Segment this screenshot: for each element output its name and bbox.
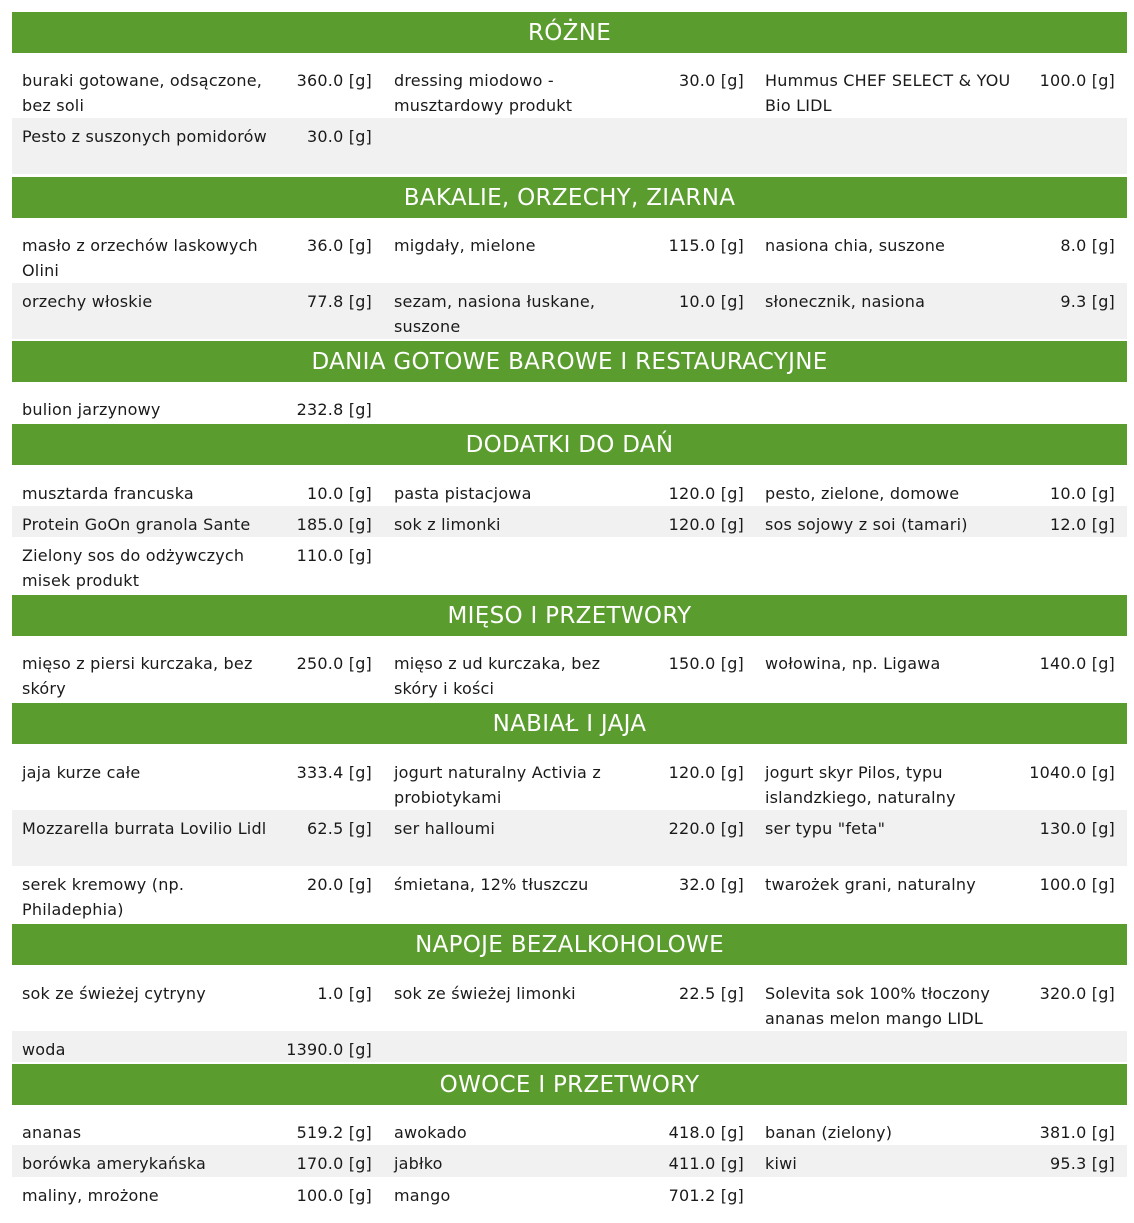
item-quantity: 130.0 [g] xyxy=(1039,819,1115,838)
item-name: ananas xyxy=(22,1123,82,1142)
item-name: buraki gotowane, odsączone, bez soli xyxy=(22,71,263,115)
item-name: musztarda francuska xyxy=(22,484,194,503)
item-name: masło z orzechów laskowych Olini xyxy=(22,236,258,280)
item-name: Mozzarella burrata Lovilio Lidl xyxy=(22,819,267,838)
item-quantity: 9.3 [g] xyxy=(1060,292,1115,311)
list-item xyxy=(755,227,1115,283)
table-row xyxy=(12,1177,1127,1210)
item-name: jabłko xyxy=(394,1154,443,1173)
table-row xyxy=(12,1031,1127,1062)
item-quantity: 32.0 [g] xyxy=(679,875,744,894)
item-quantity: 333.4 [g] xyxy=(296,763,372,782)
item-quantity: 1.0 [g] xyxy=(317,984,372,1003)
item-name: serek kremowy (np. Philadephia) xyxy=(22,875,185,919)
item-name: sok ze świeżej limonki xyxy=(394,984,576,1003)
list-item xyxy=(755,506,1115,537)
list-item xyxy=(384,62,744,118)
item-quantity: 220.0 [g] xyxy=(668,819,744,838)
list-item xyxy=(12,1145,372,1177)
item-name: sezam, nasiona łuskane, suszone xyxy=(394,292,596,336)
list-item xyxy=(755,810,1115,866)
item-name: Solevita sok 100% tłoczony ananas melon mango LIDL xyxy=(765,984,991,1028)
list-item xyxy=(12,506,372,537)
list-item xyxy=(12,227,372,283)
item-quantity: 12.0 [g] xyxy=(1050,515,1115,534)
list-item xyxy=(12,810,372,866)
list-item xyxy=(12,475,372,506)
list-item xyxy=(384,283,744,339)
list-item xyxy=(384,645,744,701)
list-item xyxy=(12,866,372,922)
item-quantity: 100.0 [g] xyxy=(1039,875,1115,894)
list-item xyxy=(12,975,372,1031)
item-quantity: 77.8 [g] xyxy=(307,292,372,311)
item-name: banan (zielony) xyxy=(765,1123,893,1142)
item-name: nasiona chia, suszone xyxy=(765,236,946,255)
item-quantity: 519.2 [g] xyxy=(296,1123,372,1142)
item-name: mięso z piersi kurczaka, bez skóry xyxy=(22,654,253,698)
item-name: pasta pistacjowa xyxy=(394,484,532,503)
item-name: dressing miodowo - musztardowy produkt xyxy=(394,71,573,115)
table-row xyxy=(12,754,1127,810)
item-quantity: 30.0 [g] xyxy=(679,71,744,90)
item-quantity: 1040.0 [g] xyxy=(1029,763,1115,782)
item-quantity: 418.0 [g] xyxy=(668,1123,744,1142)
item-quantity: 411.0 [g] xyxy=(668,1154,744,1173)
item-name: kiwi xyxy=(765,1154,798,1173)
item-quantity: 110.0 [g] xyxy=(296,546,372,565)
item-name: migdały, mielone xyxy=(394,236,536,255)
item-quantity: 62.5 [g] xyxy=(307,819,372,838)
table-row xyxy=(12,391,1127,422)
item-quantity: 381.0 [g] xyxy=(1039,1123,1115,1142)
item-quantity: 120.0 [g] xyxy=(668,515,744,534)
item-quantity: 22.5 [g] xyxy=(679,984,744,1003)
list-item xyxy=(755,62,1115,118)
list-item xyxy=(384,1177,744,1210)
item-name: awokado xyxy=(394,1123,467,1142)
category-header: NABIAŁ I JAJA xyxy=(12,703,1127,744)
list-item xyxy=(12,1031,372,1062)
table-row xyxy=(12,1145,1127,1177)
item-quantity: 30.0 [g] xyxy=(307,127,372,146)
list-item xyxy=(12,537,372,593)
table-row xyxy=(12,1114,1127,1145)
table-row xyxy=(12,62,1127,118)
item-name: twarożek grani, naturalny xyxy=(765,875,976,894)
item-quantity: 250.0 [g] xyxy=(296,654,372,673)
list-item xyxy=(384,754,744,810)
list-item xyxy=(12,62,372,118)
item-name: orzechy włoskie xyxy=(22,292,153,311)
list-item xyxy=(755,1114,1115,1145)
list-item xyxy=(384,475,744,506)
table-row xyxy=(12,506,1127,537)
item-quantity: 100.0 [g] xyxy=(1039,71,1115,90)
table-row xyxy=(12,975,1127,1031)
category-header: MIĘSO I PRZETWORY xyxy=(12,595,1127,636)
list-item xyxy=(12,1177,372,1210)
item-name: woda xyxy=(22,1040,66,1059)
item-quantity: 20.0 [g] xyxy=(307,875,372,894)
item-quantity: 150.0 [g] xyxy=(668,654,744,673)
item-name: maliny, mrożone xyxy=(22,1186,159,1205)
list-item xyxy=(12,754,372,810)
list-item xyxy=(384,227,744,283)
item-name: Pesto z suszonych pomidorów xyxy=(22,127,267,146)
list-item xyxy=(755,645,1115,701)
item-quantity: 170.0 [g] xyxy=(296,1154,372,1173)
item-name: jogurt naturalny Activia z probiotykami xyxy=(394,763,601,807)
category-header: OWOCE I PRZETWORY xyxy=(12,1064,1127,1105)
category-header: RÓŻNE xyxy=(12,12,1127,53)
item-name: ser typu "feta" xyxy=(765,819,886,838)
item-name: bulion jarzynowy xyxy=(22,400,161,419)
list-item xyxy=(384,1145,744,1177)
list-item xyxy=(384,1114,744,1145)
item-quantity: 100.0 [g] xyxy=(296,1186,372,1205)
item-quantity: 95.3 [g] xyxy=(1050,1154,1115,1173)
item-quantity: 232.8 [g] xyxy=(296,400,372,419)
item-name: wołowina, np. Ligawa xyxy=(765,654,941,673)
item-name: słonecznik, nasiona xyxy=(765,292,926,311)
item-quantity: 10.0 [g] xyxy=(1050,484,1115,503)
item-quantity: 8.0 [g] xyxy=(1060,236,1115,255)
item-name: Zielony sos do odżywczych misek produkt xyxy=(22,546,245,590)
table-row xyxy=(12,475,1127,506)
list-item xyxy=(384,866,744,922)
item-name: mięso z ud kurczaka, bez skóry i kości xyxy=(394,654,601,698)
item-quantity: 140.0 [g] xyxy=(1039,654,1115,673)
item-quantity: 115.0 [g] xyxy=(668,236,744,255)
table-row xyxy=(12,645,1127,701)
item-name: sok ze świeżej cytryny xyxy=(22,984,206,1003)
list-item xyxy=(12,1114,372,1145)
list-item xyxy=(755,866,1115,922)
list-item xyxy=(384,506,744,537)
list-item xyxy=(755,975,1115,1031)
category-header: NAPOJE BEZALKOHOLOWE xyxy=(12,924,1127,965)
item-quantity: 10.0 [g] xyxy=(307,484,372,503)
list-item xyxy=(12,645,372,701)
item-name: sos sojowy z soi (tamari) xyxy=(765,515,968,534)
item-quantity: 120.0 [g] xyxy=(668,763,744,782)
item-name: jaja kurze całe xyxy=(22,763,141,782)
item-quantity: 36.0 [g] xyxy=(307,236,372,255)
item-quantity: 320.0 [g] xyxy=(1039,984,1115,1003)
category-header: BAKALIE, ORZECHY, ZIARNA xyxy=(12,177,1127,218)
table-row xyxy=(12,118,1127,174)
item-name: sok z limonki xyxy=(394,515,501,534)
item-quantity: 120.0 [g] xyxy=(668,484,744,503)
list-item xyxy=(755,1145,1115,1177)
item-quantity: 360.0 [g] xyxy=(296,71,372,90)
item-quantity: 10.0 [g] xyxy=(679,292,744,311)
item-quantity: 1390.0 [g] xyxy=(286,1040,372,1059)
table-row xyxy=(12,227,1127,283)
list-item xyxy=(384,810,744,866)
list-item xyxy=(755,754,1115,810)
list-item xyxy=(12,391,372,422)
list-item xyxy=(12,283,372,339)
table-row xyxy=(12,866,1127,922)
list-item xyxy=(755,475,1115,506)
category-header: DANIA GOTOWE BAROWE I RESTAURACYJNE xyxy=(12,341,1127,382)
table-row xyxy=(12,283,1127,339)
item-quantity: 185.0 [g] xyxy=(296,515,372,534)
item-name: Hummus CHEF SELECT & YOU Bio LIDL xyxy=(765,71,1011,115)
item-name: śmietana, 12% tłuszczu xyxy=(394,875,589,894)
item-name: ser halloumi xyxy=(394,819,496,838)
item-name: jogurt skyr Pilos, typu islandzkiego, naturalny xyxy=(765,763,956,807)
category-header: DODATKI DO DAŃ xyxy=(12,424,1127,465)
item-name: Protein GoOn granola Sante xyxy=(22,515,251,534)
list-item xyxy=(12,118,372,174)
table-row xyxy=(12,810,1127,866)
item-name: borówka amerykańska xyxy=(22,1154,207,1173)
item-name: pesto, zielone, domowe xyxy=(765,484,960,503)
table-row xyxy=(12,537,1127,593)
list-item xyxy=(384,975,744,1031)
item-name: mango xyxy=(394,1186,451,1205)
item-quantity: 701.2 [g] xyxy=(668,1186,744,1205)
list-item xyxy=(755,283,1115,339)
